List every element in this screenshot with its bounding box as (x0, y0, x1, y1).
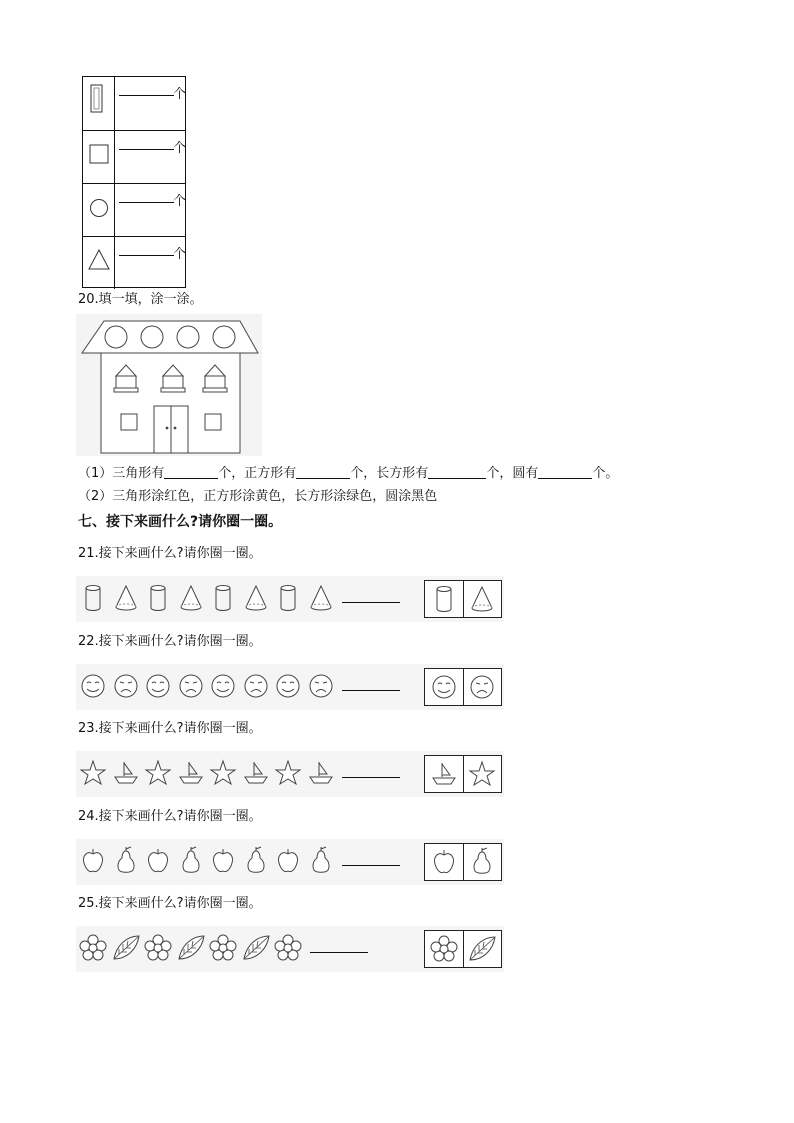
sequence-item (273, 583, 303, 613)
flower-icon (429, 934, 459, 964)
sequence-item (143, 846, 173, 876)
boat-icon (176, 758, 206, 788)
triangle-count-blank[interactable] (164, 465, 218, 479)
frown-icon (111, 671, 141, 701)
sequence-item (111, 583, 141, 613)
cylinder-icon (78, 583, 108, 613)
flower-icon (208, 933, 238, 963)
sequence-item (143, 758, 173, 788)
count-blank[interactable] (119, 95, 174, 96)
smile-icon (143, 671, 173, 701)
boat-icon (429, 759, 459, 789)
boat-icon (306, 758, 336, 788)
sequence-item (273, 671, 303, 701)
sequence-item (306, 671, 336, 701)
question-24-label: 24.接下来画什么?请你圈一圈。 (78, 808, 262, 824)
question-25-label: 25.接下来画什么?请你圈一圈。 (78, 896, 262, 911)
cylinder-icon (429, 584, 459, 614)
sequence-item (78, 758, 108, 788)
section-7-heading: 七、接下来画什么?请你圈一圈。 (78, 514, 283, 530)
sequence-item (176, 933, 206, 963)
count-blank[interactable] (119, 202, 174, 203)
sequence-item (111, 758, 141, 788)
choice-box (424, 580, 502, 618)
sequence-item (241, 846, 271, 876)
leaf-icon (241, 933, 271, 963)
rectangle-icon (83, 77, 115, 130)
apple-icon (429, 847, 459, 877)
cylinder-icon (273, 583, 303, 613)
pear-icon (176, 846, 206, 876)
cone-icon (111, 583, 141, 613)
cone-icon (241, 583, 271, 613)
rectangle-count-blank[interactable] (428, 465, 486, 479)
answer-blank[interactable] (342, 602, 400, 603)
leaf-icon (467, 934, 497, 964)
apple-icon (78, 846, 108, 876)
sequence-item (176, 671, 206, 701)
sequence-item (273, 758, 303, 788)
sequence-item (208, 758, 238, 788)
question-20-part-1: （1）三角形有 个，正方形有 个，长方形有 个，圆有 个。 (78, 466, 619, 481)
answer-blank[interactable] (310, 952, 368, 953)
count-blank[interactable] (119, 255, 174, 256)
count-blank[interactable] (119, 149, 174, 150)
frown-icon (306, 671, 336, 701)
sequence-item (143, 671, 173, 701)
sequence-item (208, 846, 238, 876)
smile-icon (208, 671, 238, 701)
frown-icon (467, 672, 497, 702)
flower-icon (273, 933, 303, 963)
question-20-part-2: （2）三角形涂红色，正方形涂黄色，长方形涂绿色，圆涂黑色 (78, 489, 438, 504)
unit-label: 个 (173, 141, 187, 156)
sequence-item (111, 846, 141, 876)
pear-icon (241, 846, 271, 876)
count-row-triangle (83, 236, 185, 289)
answer-blank[interactable] (342, 865, 400, 866)
count-row-rectangle (83, 77, 185, 130)
smile-icon (429, 672, 459, 702)
choice-option-frown[interactable] (463, 669, 501, 705)
sequence-item (208, 671, 238, 701)
question-20-title: 20.填一填，涂一涂。 (78, 292, 203, 307)
choice-box (424, 668, 502, 706)
sequence-item (176, 583, 206, 613)
sequence-item (78, 933, 108, 963)
pear-icon (467, 847, 497, 877)
frown-icon (176, 671, 206, 701)
smile-icon (273, 671, 303, 701)
sequence-item (78, 671, 108, 701)
sequence-item (208, 583, 238, 613)
sequence-item (111, 933, 141, 963)
apple-icon (273, 846, 303, 876)
sequence-item (176, 758, 206, 788)
answer-blank[interactable] (342, 777, 400, 778)
star-icon (467, 759, 497, 789)
choice-option-apple[interactable] (425, 844, 464, 880)
sequence-item (241, 758, 271, 788)
unit-label: 个 (173, 194, 187, 209)
choice-option-boat[interactable] (425, 756, 464, 792)
count-row-circle (83, 183, 185, 236)
choice-box (424, 843, 502, 881)
shape-count-table (82, 76, 186, 288)
choice-option-smile[interactable] (425, 669, 464, 705)
boat-icon (111, 758, 141, 788)
cone-icon (176, 583, 206, 613)
sequence-item (78, 583, 108, 613)
cylinder-icon (208, 583, 238, 613)
house-picture (76, 314, 262, 456)
choice-option-leaf[interactable] (463, 931, 501, 967)
cone-icon (467, 584, 497, 614)
sequence-item (273, 846, 303, 876)
sequence-item (306, 758, 336, 788)
question-22-label: 22.接下来画什么?请你圈一圈。 (78, 633, 262, 649)
pear-icon (306, 846, 336, 876)
star-icon (208, 758, 238, 788)
leaf-icon (176, 933, 206, 963)
sequence-item (241, 583, 271, 613)
unit-label: 个 (173, 247, 187, 262)
sequence-item (143, 583, 173, 613)
sequence-item (143, 933, 173, 963)
flower-icon (78, 933, 108, 963)
unit-label: 个 (173, 87, 187, 102)
circle-icon (83, 184, 115, 237)
frown-icon (241, 671, 271, 701)
smile-icon (78, 671, 108, 701)
square-count-blank[interactable] (296, 465, 350, 479)
pear-icon (111, 846, 141, 876)
count-row-square (83, 130, 185, 183)
apple-icon (208, 846, 238, 876)
sequence-item (306, 583, 336, 613)
choice-option-flower[interactable] (425, 931, 464, 967)
cone-icon (306, 583, 336, 613)
house-illustration (76, 314, 262, 456)
cylinder-icon (143, 583, 173, 613)
sequence-item (273, 933, 303, 963)
choice-option-cylinder[interactable] (425, 581, 464, 617)
choice-box (424, 755, 502, 793)
sequence-item (241, 933, 271, 963)
sequence-item (241, 671, 271, 701)
choice-option-pear[interactable] (463, 844, 501, 880)
question-23-label: 23.接下来画什么?请你圈一圈。 (78, 721, 262, 736)
sequence-item (306, 846, 336, 876)
sequence-item (176, 846, 206, 876)
apple-icon (143, 846, 173, 876)
triangle-icon (83, 237, 115, 290)
question-21-label: 21.接下来画什么?请你圈一圈。 (78, 546, 262, 561)
star-icon (273, 758, 303, 788)
choice-option-cone[interactable] (463, 581, 501, 617)
square-icon (83, 131, 115, 184)
choice-option-star[interactable] (463, 756, 501, 792)
boat-icon (241, 758, 271, 788)
sequence-item (78, 846, 108, 876)
star-icon (143, 758, 173, 788)
choice-box (424, 930, 502, 968)
flower-icon (143, 933, 173, 963)
leaf-icon (111, 933, 141, 963)
answer-blank[interactable] (342, 690, 400, 691)
circle-count-blank[interactable] (538, 465, 592, 479)
sequence-item (111, 671, 141, 701)
star-icon (78, 758, 108, 788)
sequence-item (208, 933, 238, 963)
